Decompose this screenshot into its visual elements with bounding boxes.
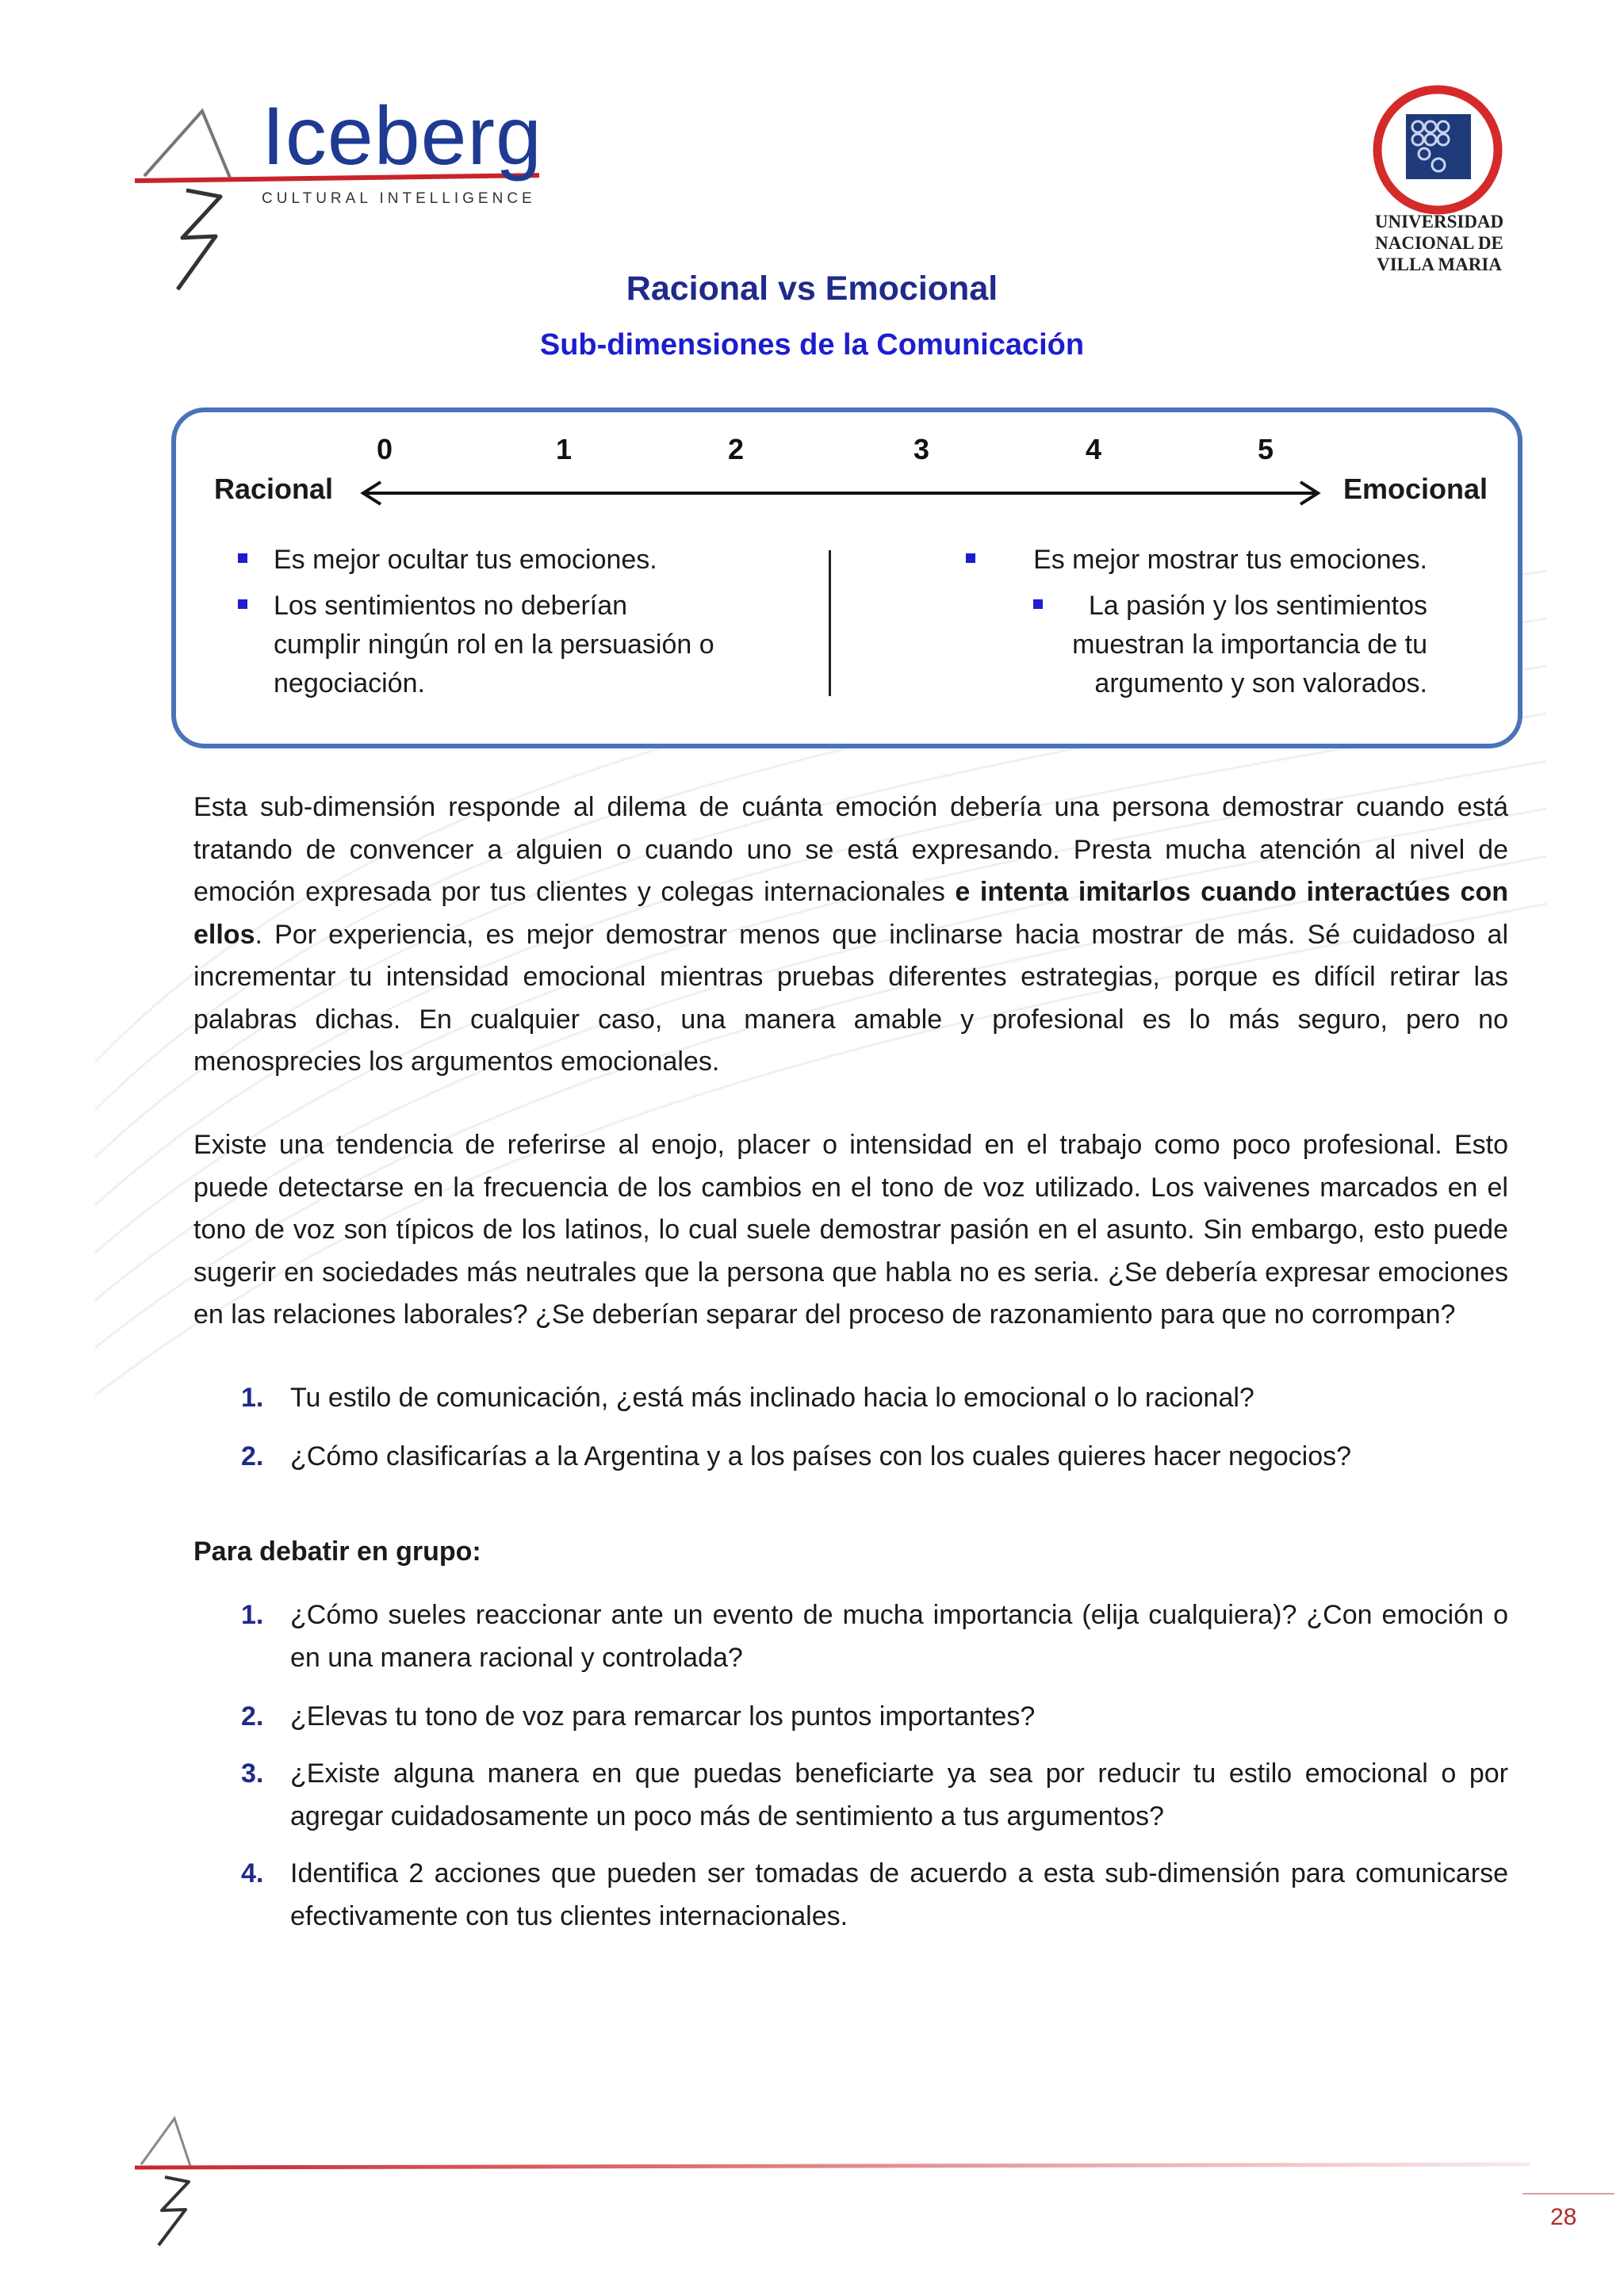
university-name-line-1: UNIVERSIDAD — [1374, 212, 1504, 232]
scale-tick-3: 3 — [913, 433, 930, 465]
scale-divider — [829, 550, 831, 696]
question-text: ¿Existe alguna manera en que puedas beneficiarte ya sea por reducir tu estilo emocional o por agregar cuidadosamente un poco más de sentimiento a tus argumentos? — [290, 1758, 1508, 1831]
group-question-item — [193, 1695, 1508, 1738]
iceberg-logo-subtitle: CULTURAL INTELLIGENCE — [262, 190, 536, 207]
group-question-item — [193, 1752, 1508, 1838]
double-arrow-icon — [358, 477, 1323, 509]
scale-tick-5: 5 — [1257, 433, 1274, 465]
rational-bullet-2: Los sentimientos no deberían cumplir ningún rol en la persuasión o negociación. — [274, 591, 714, 698]
page-number-rule — [1522, 2193, 1614, 2195]
question-number: 1. — [241, 1600, 264, 1630]
question-item — [193, 1376, 1508, 1419]
question-number: 2. — [241, 1441, 264, 1471]
scale-tick-1: 1 — [555, 433, 573, 465]
question-number: 4. — [241, 1858, 264, 1888]
bullet-square-icon — [238, 599, 247, 609]
paragraph-1-text-a: Esta sub-dimensión responde al dilema de cuánta emoción debería una persona demostrar cuando está tratando de convencer a alguien o cuando uno se está expresando. Presta mucha atención al nivel de emoción expresada por tus clientes y colegas internacionales — [193, 792, 1508, 907]
group-question-item — [193, 1594, 1508, 1679]
page-subtitle: Sub-dimensiones de la Comunicación — [539, 328, 1085, 362]
question-text: ¿Elevas tu tono de voz para remarcar los puntos importantes? — [290, 1701, 1036, 1732]
paragraph-2: Existe una tendencia de referirse al enojo, placer o intensidad en el trabajo como poco profesional. Esto puede detectarse en la frecuencia de los cambios en el tono de voz utilizado. Los vaivenes marcados en el tono de voz son típicos de los latinos, lo cual suele demostrar pasión en el asunto. Sin embargo, esto puede sugerir en sociedades más neutrales que la persona que habla no es seria. ¿Se debería expresar emociones en las relaciones laborales? ¿Se deberían separar del proceso de razonamiento para que no corrompan? — [193, 1130, 1508, 1330]
group-question-item — [193, 1852, 1508, 1938]
university-seal — [1370, 82, 1505, 217]
scale-tick-2: 2 — [727, 433, 745, 465]
question-text: ¿Cómo sueles reaccionar ante un evento de mucha importancia (elija cualquiera)? ¿Con emoción o en una manera racional y controlada? — [290, 1600, 1508, 1673]
question-number: 3. — [241, 1758, 264, 1789]
university-name — [1348, 211, 1530, 275]
question-number: 2. — [241, 1701, 264, 1732]
question-text: Identifica 2 acciones que pueden ser tomadas de acuerdo a esta sub-dimensión para comunicarse efectivamente con tus clientes internacionales. — [290, 1858, 1508, 1931]
bullet-square-icon — [238, 553, 247, 563]
scale-right-label: Emocional — [1343, 473, 1488, 505]
question-item — [193, 1435, 1508, 1478]
page-title: Racional vs Emocional — [626, 270, 998, 308]
scale-left-label: Racional — [214, 473, 334, 505]
university-name-line-3: VILLA MARIA — [1377, 254, 1502, 274]
footer-logo-graphic — [127, 2109, 1530, 2252]
university-name-line-2: NACIONAL DE — [1375, 233, 1503, 253]
emotional-bullet-1: Es mejor mostrar tus emociones. — [1033, 545, 1427, 575]
group-discussion-heading: Para debatir en grupo: — [193, 1536, 481, 1567]
paragraph-1 — [193, 786, 1508, 1084]
question-text: ¿Cómo clasificarías a la Argentina y a los países con los cuales quieres hacer negocios? — [290, 1441, 1352, 1471]
question-text: Tu estilo de comunicación, ¿está más inclinado hacia lo emocional o lo racional? — [290, 1383, 1254, 1413]
scale-tick-0: 0 — [376, 433, 393, 465]
paragraph-1-bold: e intenta imitarlos cuando interactúes con ellos — [193, 877, 1508, 950]
paragraph-1-text-b: . Por experiencia, es mejor demostrar menos que inclinarse hacia mostrar de más. Sé cuidadoso al incrementar tu intensidad emocional mientras pruebas diferentes estrategias, porque es difícil retirar las palabras dichas. En cualquier caso, una manera amable y profesional es lo más seguro, pero no menosprecies los argumentos emocionales. — [193, 919, 1508, 1077]
emotional-bullet-2: La pasión y los sentimientos muestran la importancia de tu argumento y son valorados. — [1072, 591, 1427, 698]
page-number: 28 — [1550, 2204, 1577, 2230]
question-number: 1. — [241, 1383, 264, 1413]
scale-tick-4: 4 — [1085, 433, 1102, 465]
iceberg-logo-text: Iceberg — [262, 90, 542, 182]
rational-bullet-1: Es mejor ocultar tus emociones. — [274, 545, 657, 575]
